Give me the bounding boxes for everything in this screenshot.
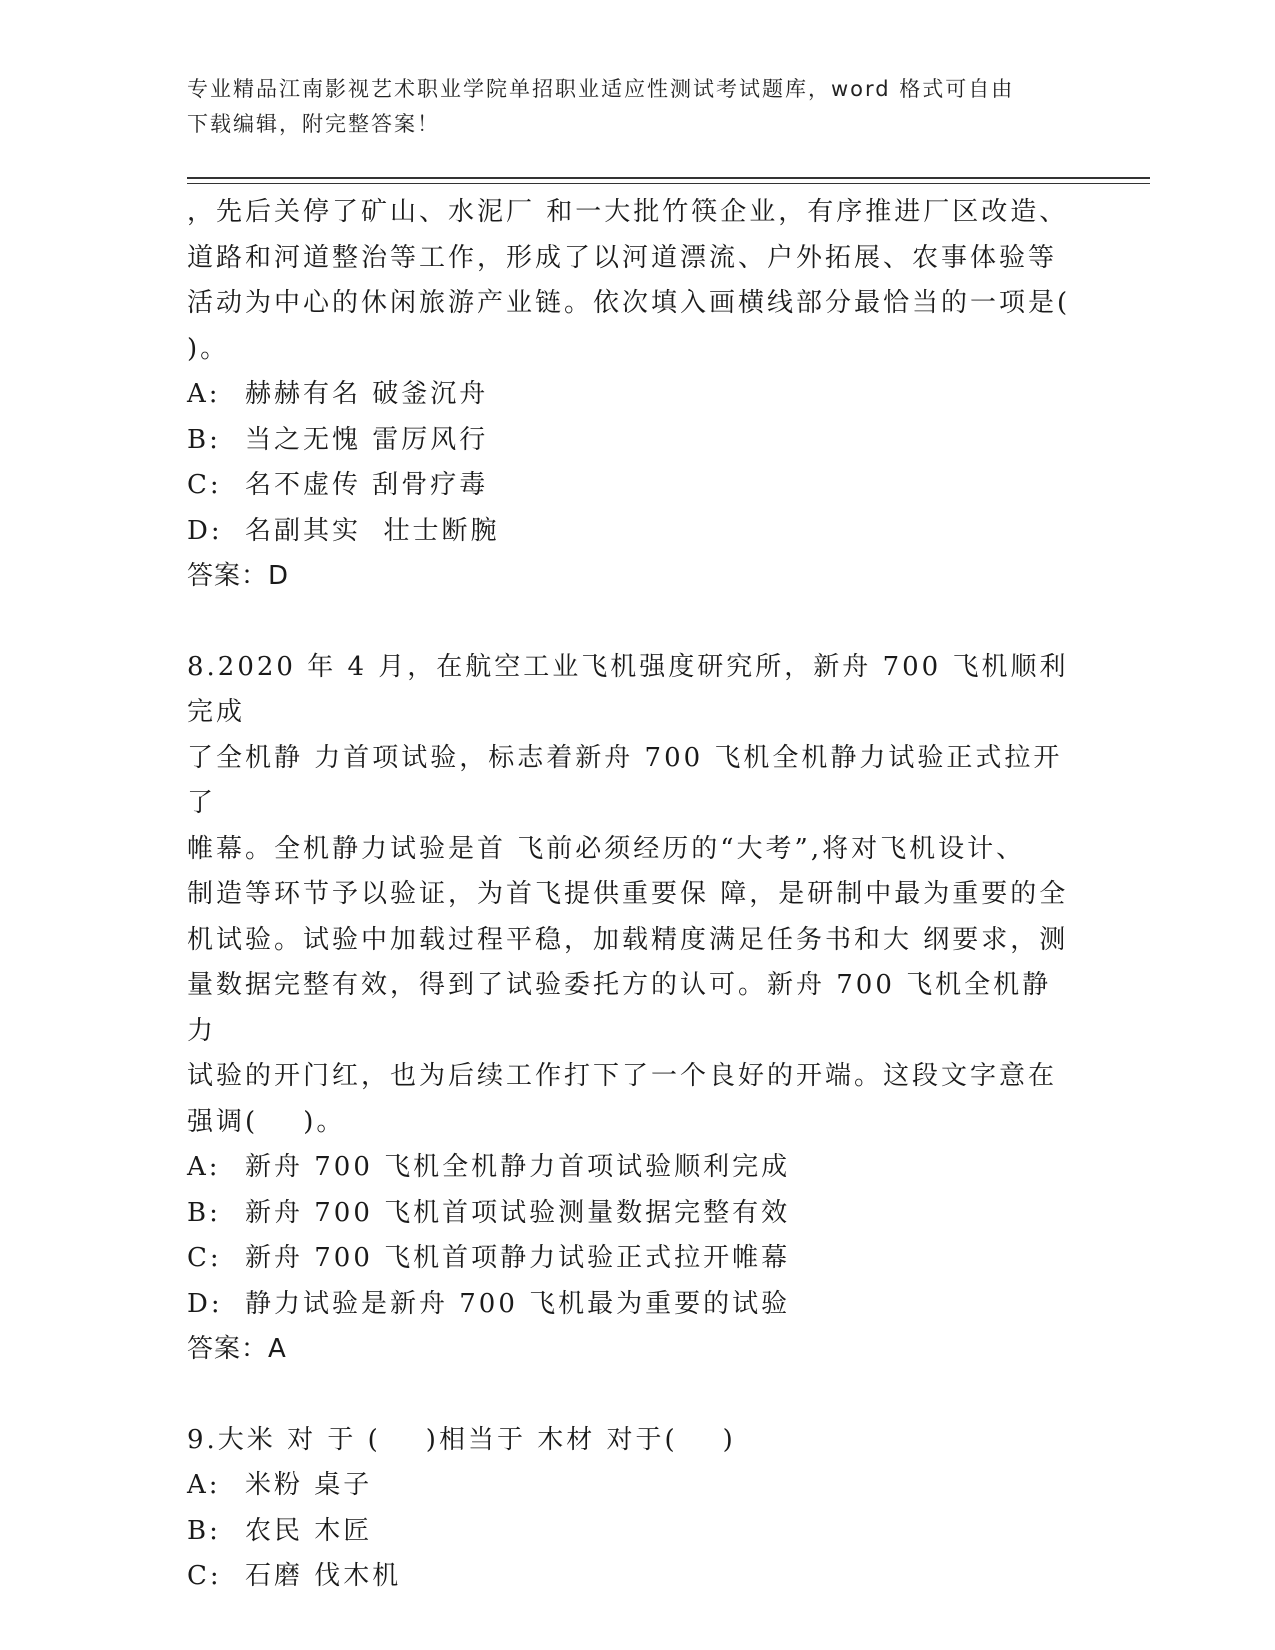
option-b [187, 418, 1077, 464]
option-label: D: [187, 1288, 223, 1319]
option-text: 米粉 桌子 [245, 1470, 373, 1500]
option-text: 新舟 700 飞机首项试验测量数据完整有效 [245, 1197, 791, 1228]
question-line: ，先后关停了矿山、水泥厂 和一大批竹筷企业，有序推进厂区改造、 [187, 197, 1069, 227]
header-line-2: 下载编辑，附完整答案！ [187, 112, 440, 136]
option-text: 新舟 700 飞机全机静力首项试验顺利完成 [245, 1152, 791, 1182]
option-text: 当之无愧 雷厉风行 [245, 424, 489, 455]
option-c [187, 463, 1077, 509]
option-c [187, 1554, 1077, 1600]
option-d [187, 1282, 1077, 1328]
option-label: B: [187, 424, 221, 455]
question-8 [187, 645, 1077, 1373]
option-text: 名副其实 壮士断腕 [245, 515, 500, 546]
question-line: 道路和河道整治等工作，形成了以河道漂流、户外拓展、农事体验等 [187, 242, 1058, 273]
question-line: 制造等环节予以验证，为首飞提供重要保 障，是研制中最为重要的全 [187, 879, 1069, 909]
question-line: 活动为中心的休闲旅游产业链。依次填入画横线部分最恰当的一项是( [187, 288, 1071, 318]
question-line: )。 [187, 333, 230, 364]
option-label: B: [187, 1515, 221, 1546]
question-line: 试验的开门红，也为后续工作打下了一个良好的开端。这段文字意在 [187, 1061, 1058, 1091]
question-line: 了全机静 力首项试验，标志着新舟 700 飞机全机静力试验正式拉开了 [187, 742, 1063, 818]
option-label: C: [187, 1243, 222, 1273]
option-label: A: [187, 379, 221, 409]
option-text: 新舟 700 飞机首项静力试验正式拉开帷幕 [245, 1243, 791, 1273]
header-line-1: 专业精品江南影视艺术职业学院单招职业适应性测试考试题库，word 格式可自由 [187, 77, 1015, 101]
option-label: C: [187, 1561, 222, 1591]
spacer [187, 1373, 1077, 1418]
option-label: A: [187, 1470, 221, 1500]
question-line: 8.2020 年 4 月，在航空工业飞机强度研究所，新舟 700 飞机顺利完成 [187, 651, 1069, 727]
question-line: 量数据完整有效，得到了试验委托方的认可。新舟 700 飞机全机静力 [187, 970, 1052, 1046]
option-d [187, 509, 1077, 555]
option-text: 农民 木匠 [245, 1515, 373, 1546]
spacer [187, 600, 1077, 645]
option-b [187, 1191, 1077, 1237]
option-text: 名不虚传 刮骨疗毒 [245, 470, 489, 500]
question-line: 机试验。试验中加载过程平稳，加载精度满足任务书和大 纲要求，测 [187, 924, 1069, 955]
answer-line: 答案：D [187, 561, 290, 591]
answer-line: 答案：A [187, 1334, 287, 1364]
question-line: 帷幕。全机静力试验是首 飞前必须经历的“大考”,将对飞机设计、 [187, 833, 1026, 864]
option-a [187, 1463, 1077, 1509]
option-label: D: [187, 515, 223, 546]
question-line: 强调( )。 [187, 1106, 346, 1137]
document-body [187, 190, 1077, 1600]
page-header [187, 72, 1077, 142]
option-text: 赫赫有名 破釜沉舟 [245, 379, 489, 409]
question-7 [187, 190, 1077, 600]
option-text: 石磨 伐木机 [245, 1561, 402, 1591]
question-line: 9.大米 对 于 ( )相当于 木材 对于( ) [187, 1424, 736, 1455]
header-divider-thin [187, 183, 1150, 184]
option-label: B: [187, 1197, 221, 1228]
option-b [187, 1509, 1077, 1555]
option-c [187, 1236, 1077, 1282]
option-text: 静力试验是新舟 700 飞机最为重要的试验 [245, 1288, 791, 1319]
option-a [187, 1145, 1077, 1191]
option-a [187, 372, 1077, 418]
option-label: C: [187, 470, 222, 500]
header-divider-thick [187, 177, 1150, 179]
option-label: A: [187, 1152, 221, 1182]
question-9 [187, 1418, 1077, 1600]
